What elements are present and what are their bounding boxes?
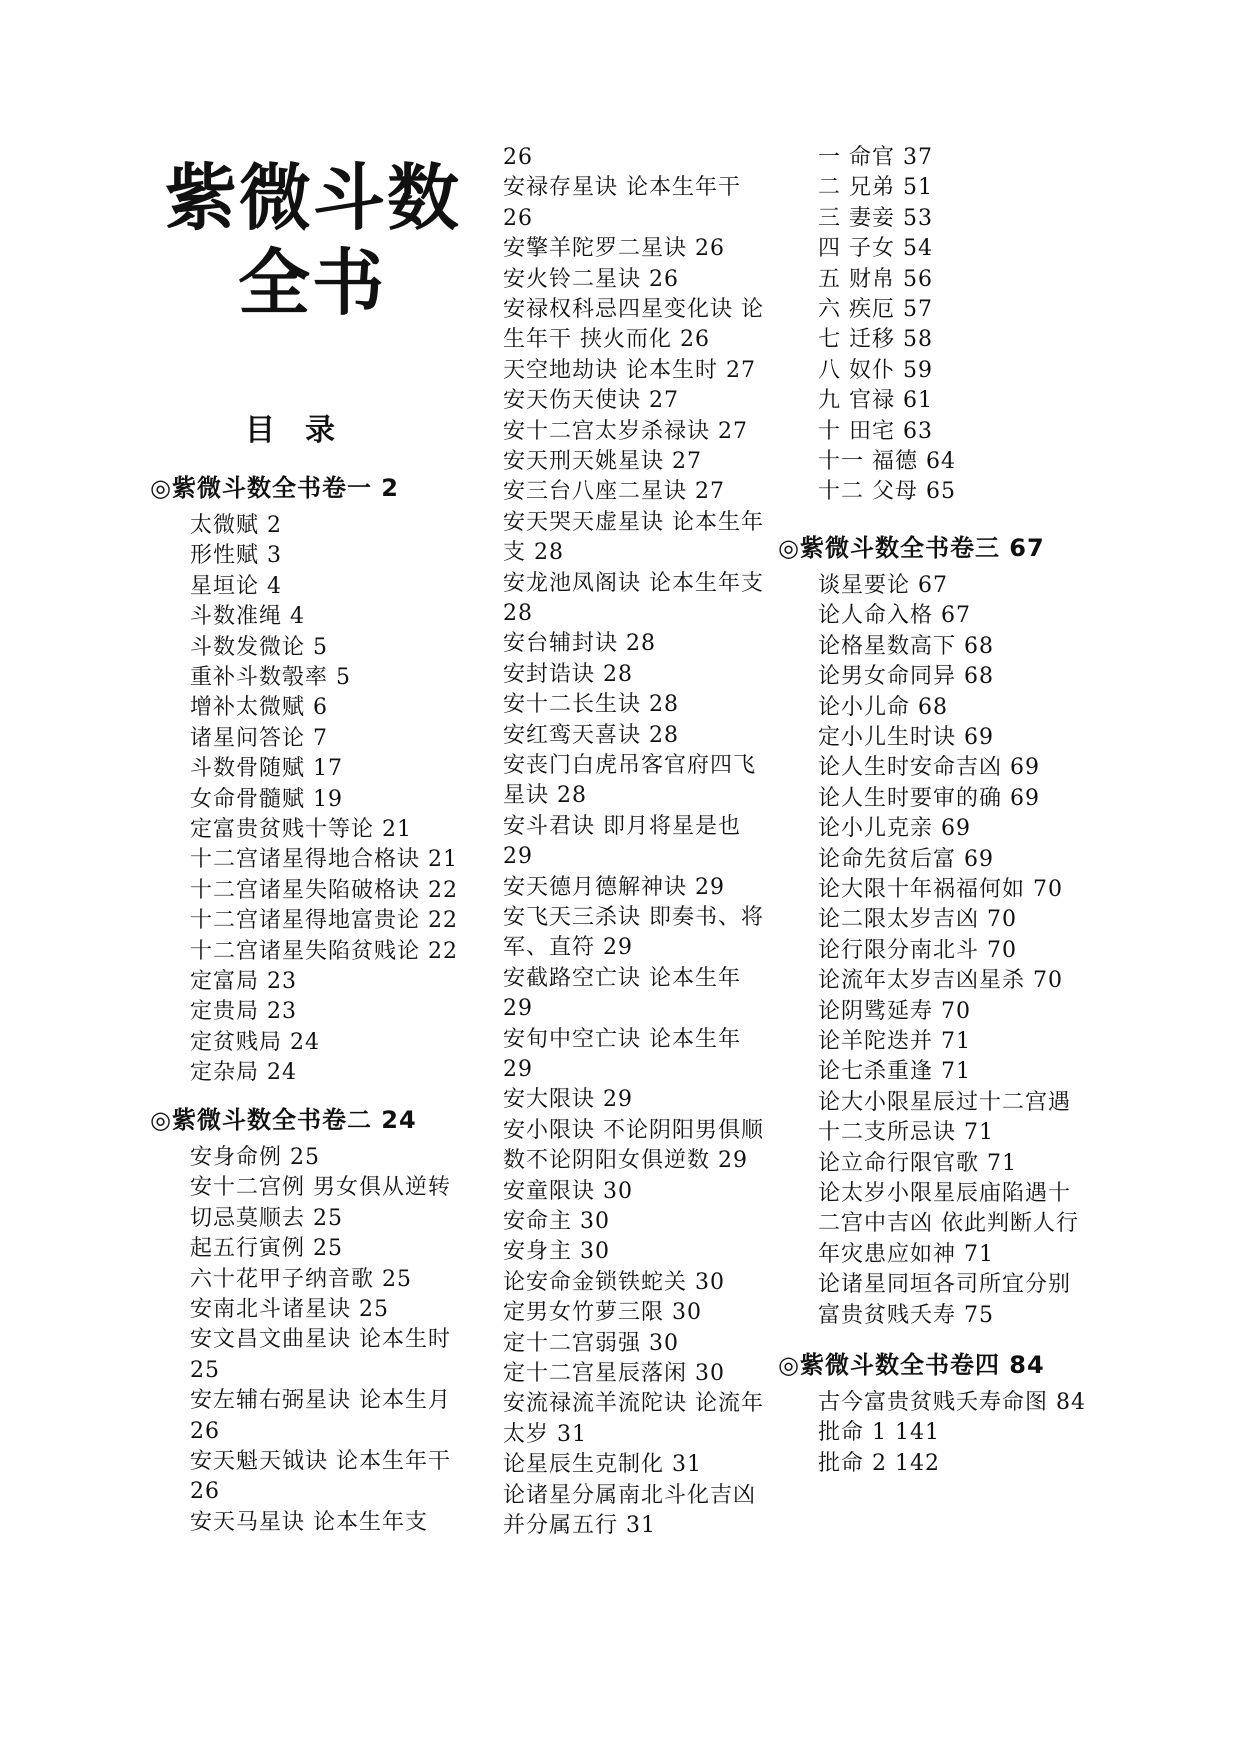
toc-entry: 星诀 28 [503,783,587,809]
toc-entry: 斗数发微论 5 [190,634,328,660]
toc-entry: 古今富贵贫贱夭寿命图 84 [818,1390,1086,1415]
toc-entry: 论人命入格 67 [818,603,971,629]
toc-entry: 定男女竹萝三限 30 [503,1300,702,1326]
toc-entry: 安火铃二星诀 26 [503,266,679,292]
toc-entry: 安三台八座二星诀 27 [503,479,725,505]
toc-entry: 安南北斗诸星诀 25 [190,1297,389,1322]
toc-entry: 安左辅右弼星诀 论本生月 [190,1388,451,1414]
toc-entry: 安大限诀 29 [503,1087,633,1113]
toc-entry: 重补斗数彀率 5 [190,665,351,690]
toc-entry: 谈星要论 67 [818,573,948,598]
toc-entry: 安十二宫太岁杀禄诀 27 [503,418,748,444]
toc-entry: 十一 福德 64 [818,449,956,474]
toc-entry: 26 [503,205,533,231]
toc-entry: 安天伤天使诀 27 [503,388,679,414]
toc-entry: 七 迁移 58 [818,327,933,353]
volume4-heading: ◎紫微斗数全书卷四 84 [778,1351,1045,1379]
toc-entry: 论流年太岁吉凶星杀 70 [818,968,1063,994]
book-title-line1: 紫微斗数 [165,156,462,240]
toc-entry: 安十二长生诀 28 [503,692,679,718]
toc-entry: 论诸星同垣各司所宜分别 [818,1272,1072,1298]
toc-entry: 定富局 23 [190,969,297,994]
toc-entry: 安禄存星诀 论本生年干 [503,175,741,201]
toc-entry: 三 妻妾 53 [818,205,933,231]
toc-entry: 26 [190,1479,220,1505]
toc-entry: 28 [503,601,533,626]
toc-entry: 安台辅封诀 28 [503,631,656,657]
toc-entry: 论命先贫后富 69 [818,846,994,872]
volume2-heading: ◎紫微斗数全书卷二 24 [150,1106,417,1134]
toc-entry: 安天马星诀 论本生年支 [190,1509,428,1535]
toc-entry: 安丧门白虎吊客官府四飞 [503,753,757,778]
toc-entry: 安小限诀 不论阴阳男俱顺 [503,1117,764,1143]
toc-entry: 定小儿生时诀 69 [818,725,994,750]
toc-entry: 安十二宫例 男女俱从逆转 [190,1175,451,1201]
toc-entry: 形性赋 3 [190,543,282,569]
toc-entry: 太岁 31 [503,1421,587,1447]
toc-entry: 安天刑天姚星诀 27 [503,449,702,474]
toc-entry: 论行限分南北斗 70 [818,937,1017,963]
toc-entry: 二宫中吉凶 依此判断人行 [818,1211,1079,1237]
toc-entry: 女命骨髓赋 19 [190,786,343,812]
toc-entry: 论小儿命 68 [818,694,948,720]
toc-entry: 定十二宫星辰落闲 30 [503,1361,725,1386]
toc-entry: 批命 1 141 [818,1420,940,1446]
toc-entry: 支 28 [503,540,564,566]
toc-label: 目 录 [245,413,335,448]
toc-entry: 论小儿克亲 69 [818,816,971,842]
volume3-heading: ◎紫微斗数全书卷三 67 [778,534,1045,562]
toc-entry: 论安命金锁铁蛇关 30 [503,1269,725,1295]
toc-entry: 安天哭天虚星诀 论本生年 [503,509,764,535]
toc-entry: 并分属五行 31 [503,1513,656,1538]
toc-entry: 29 [503,844,533,870]
toc-entry: 定贵局 23 [190,999,297,1025]
toc-entry: 太微赋 2 [190,513,282,538]
toc-entry: 十二宫诸星得地合格诀 21 [190,847,458,873]
toc-entry: 天空地劫诀 论本生时 27 [503,357,756,383]
toc-entry: 安命主 30 [503,1209,610,1234]
toc-entry: 论诸星分属南北斗化吉凶 [503,1482,757,1508]
toc-entry: 安斗君诀 即月将星是也 [503,813,741,839]
toc-entry: 安封诰诀 28 [503,661,633,687]
toc-entry: 二 兄弟 51 [818,175,933,201]
toc-entry: 安流禄流羊流陀诀 论流年 [503,1391,764,1417]
toc-entry: 论大小限星辰过十二宫遇 [818,1089,1072,1115]
toc-entry: 论二限太岁吉凶 70 [818,907,1017,933]
toc-entry: 诸星问答论 7 [190,725,328,751]
toc-entry: 星垣论 4 [190,573,282,599]
toc-entry: 十二支所忌诀 71 [818,1120,994,1146]
toc-entry: 论大限十年祸福何如 70 [818,877,1063,902]
toc-entry: 六 疾厄 57 [818,297,933,322]
toc-entry: 数不论阴阳女俱逆数 29 [503,1148,748,1174]
toc-entry: 批命 2 142 [818,1450,940,1476]
toc-entry: 论格星数高下 68 [818,633,994,659]
toc-entry: 29 [503,1057,533,1082]
toc-entry: 安旬中空亡诀 论本生年 [503,1026,741,1052]
toc-entry: 论羊陀迭并 71 [818,1029,971,1054]
toc-entry: 安身命例 25 [190,1145,320,1170]
toc-entry: 定杂局 24 [190,1060,297,1086]
toc-entry: 六十花甲子纳音歌 25 [190,1266,412,1292]
toc-entry: 起五行寅例 25 [190,1236,343,1262]
toc-entry: 斗数骨随赋 17 [190,756,343,782]
toc-entry: 论人生时要审的确 69 [818,785,1040,811]
toc-entry: 论阴骘延寿 70 [818,998,971,1024]
toc-entry: 安童限诀 30 [503,1178,633,1204]
toc-entry: 定十二宫弱强 30 [503,1330,679,1356]
volume1-heading: ◎紫微斗数全书卷一 2 [150,474,399,502]
toc-entry: 斗数准绳 4 [190,604,305,630]
toc-entry: 十二宫诸星得地富贵论 22 [190,908,458,934]
toc-entry: 26 [190,1418,220,1444]
toc-entry: 八 奴仆 59 [818,357,933,383]
toc-entry: 论立命行限官歌 71 [818,1150,1017,1176]
toc-entry: 定富贵贫贱十等论 21 [190,817,412,842]
toc-entry: 年灾患应如神 71 [818,1241,994,1267]
toc-entry: 定贫贱局 24 [190,1029,320,1055]
toc-entry: 安天德月德解神诀 29 [503,874,725,900]
toc-entry: 增补太微赋 6 [190,695,328,721]
toc-entry: 安龙池凤阁诀 论本生年支 [503,570,764,596]
toc-entry: 26 [503,145,533,170]
toc-entry: 十二宫诸星失陷破格诀 22 [190,877,458,903]
toc-entry: 一 命官 37 [818,145,933,170]
toc-entry: 十二宫诸星失陷贫贱论 22 [190,938,458,964]
toc-entry: 安飞天三杀诀 即奏书、将 [503,905,764,930]
toc-entry: 安截路空亡诀 论本生年 [503,965,741,991]
toc-entry: 29 [503,996,533,1022]
toc-entry: 军、直符 29 [503,935,633,961]
toc-entry: 安擎羊陀罗二星诀 26 [503,236,725,262]
toc-entry: 富贵贫贱夭寿 75 [818,1302,994,1328]
toc-entry: 安红鸾天喜诀 28 [503,722,679,748]
toc-entry: 切忌莫顺去 25 [190,1205,343,1231]
toc-entry: 论人生时安命吉凶 69 [818,755,1040,781]
toc-entry: 安身主 30 [503,1239,610,1265]
toc-entry: 四 子女 54 [818,236,933,262]
toc-entry: 九 官禄 61 [818,388,933,414]
toc-entry: 25 [190,1357,220,1383]
toc-entry: 论星辰生克制化 31 [503,1452,702,1478]
toc-entry: 安天魁天钺诀 论本生年干 [190,1449,451,1474]
toc-entry: 十 田宅 63 [818,418,933,444]
book-title-line2: 全书 [238,241,387,325]
toc-entry: 安禄权科忌四星变化诀 论 [503,297,764,322]
toc-entry: 五 财帛 56 [818,266,933,292]
toc-entry: 论太岁小限星辰庙陷遇十 [818,1181,1072,1206]
toc-entry: 论七杀重逢 71 [818,1059,971,1085]
toc-entry: 生年干 挟火而化 26 [503,327,710,353]
toc-entry: 论男女命同异 68 [818,664,994,690]
toc-entry: 安文昌文曲星诀 论本生时 [190,1327,451,1353]
toc-entry: 十二 父母 65 [818,479,956,505]
